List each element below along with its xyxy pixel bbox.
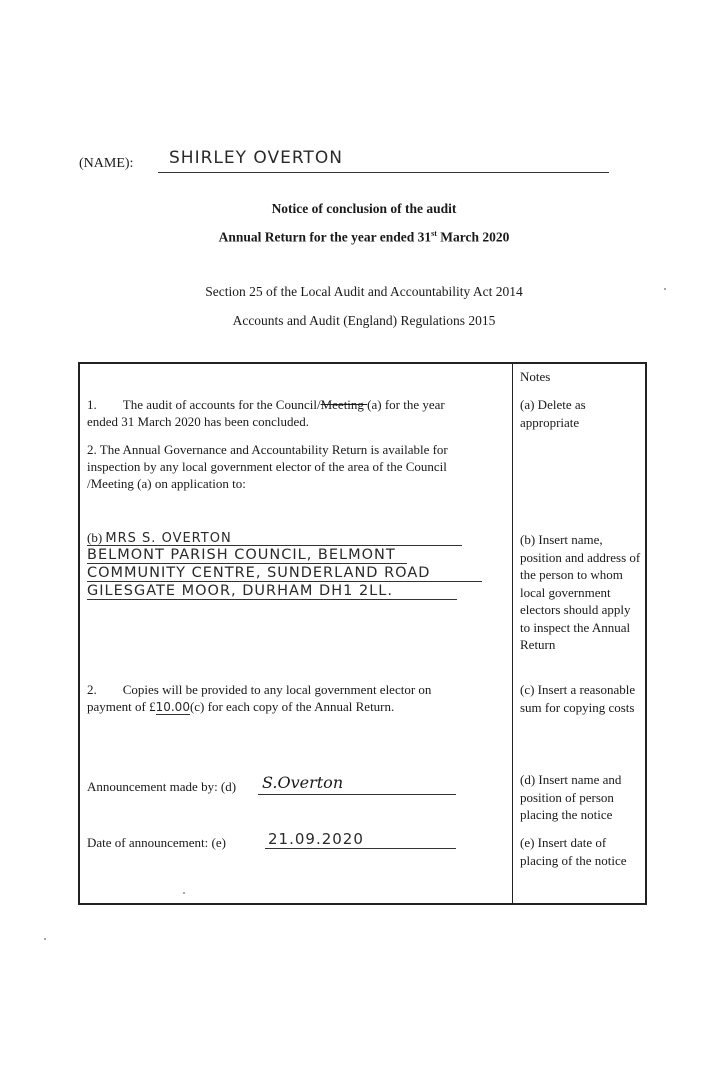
notice-title: Notice of conclusion of the audit — [271, 201, 457, 216]
section-reference: Section 25 of the Local Audit and Accountability Act 2014 — [205, 284, 523, 299]
date-label: Date of announcement: (e) — [87, 835, 226, 850]
paragraph-2 — [87, 441, 507, 492]
date-handwritten: 21.09.2020 — [268, 830, 364, 848]
name-label: (NAME): — [79, 156, 134, 171]
p2-line-3: /Meeting (a) on application to: — [87, 476, 246, 491]
annual-return-title: Annual Return for the year ended 31st March 2020 — [218, 229, 510, 245]
name-handwritten: SHIRLEY OVERTON — [169, 148, 343, 168]
announcement-signature: S.Overton — [262, 773, 344, 792]
p2-line-1: 2. The Annual Governance and Accountability Return is available for — [87, 442, 448, 457]
scan-speck — [183, 892, 185, 894]
note-a: (a) Delete as appropriate — [520, 397, 586, 430]
address-line-1: (b) MRS S. OVERTON — [87, 530, 232, 546]
notes-heading: Notes — [520, 369, 551, 384]
address-line-2: BELMONT PARISH COUNCIL, BELMONT — [87, 547, 396, 563]
note-c: (c) Insert a reasonable sum for copying costs — [520, 682, 636, 715]
copy-fee-amount: 10.00 — [155, 700, 190, 714]
announcement-label: Announcement made by: (d) — [87, 779, 237, 794]
paragraph-1: 1. The audit of accounts for the Council/Meeting (a) for the year ended 31 March 2020 has been concluded. — [87, 397, 445, 429]
address-line-3: COMMUNITY CENTRE, SUNDERLAND ROAD — [87, 565, 431, 581]
note-e: (e) Insert date of placing of the notice — [520, 835, 627, 868]
scan-speck — [664, 288, 666, 290]
name-underline — [158, 172, 609, 173]
note-b: (b) Insert name, position and address of the person to whom local government electors should apply to inspect the Annual Return — [520, 532, 641, 652]
regulations-reference: Accounts and Audit (England) Regulations 2015 — [232, 313, 496, 328]
scan-speck — [44, 938, 46, 940]
paragraph-copies: 2. Copies will be provided to any local government elector on payment of £10.00(c) for each copy of the Annual Return. — [87, 682, 432, 714]
p2-line-2: inspection by any local government elector of the area of the Council — [87, 459, 447, 474]
notes-column-divider — [512, 362, 513, 905]
note-d: (d) Insert name and position of person placing the notice — [520, 772, 622, 822]
name-row — [79, 148, 609, 178]
address-line-4: GILESGATE MOOR, DURHAM DH1 2LL. — [87, 583, 393, 599]
